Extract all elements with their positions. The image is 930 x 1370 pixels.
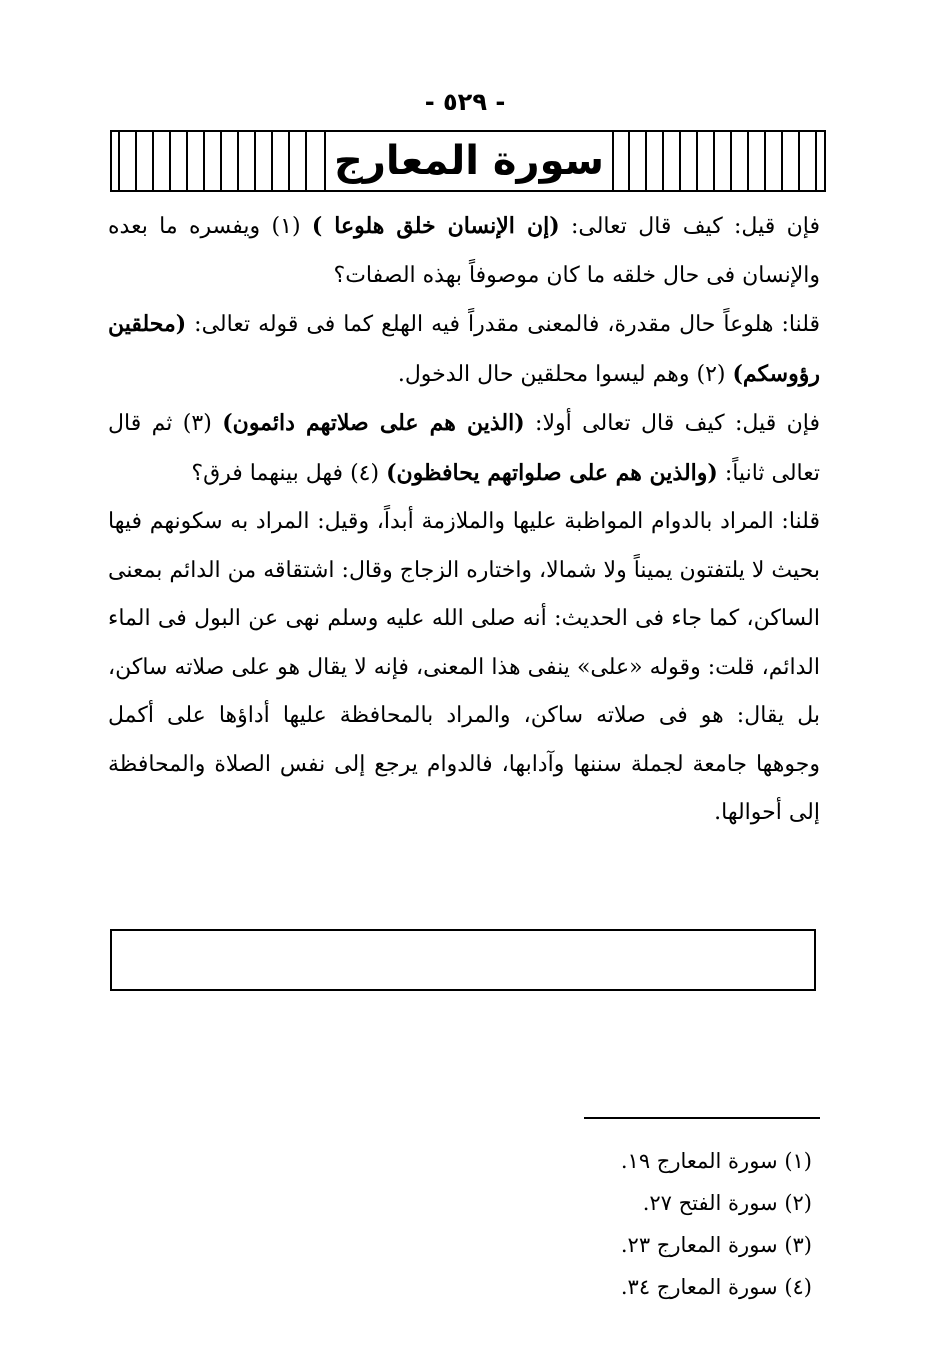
paragraph-1-verse-1: (إن الإنسان خلق هلوعا ): [311, 213, 560, 239]
empty-separator-box: [110, 929, 816, 991]
paragraph-1-text-2: (١) ويفسره ما بعده والإنسان فى حال خلقه ما كان موصوفاً بهذه الصفات؟: [108, 214, 820, 288]
paragraph-3-verse-2: (والذين هم على صلواتهم يحافظون): [386, 459, 718, 486]
paragraph-3-text-2: (٣) ثم قال تعالى ثانياً:: [108, 411, 820, 486]
paragraph-3-text-3: (٤) فهل بينهما فرق؟: [191, 460, 387, 486]
paragraph-1: [108, 202, 820, 300]
footnote-1: (١) سورة المعارج ١٩.: [620, 1149, 812, 1173]
surah-title: سورة المعارج: [324, 132, 614, 190]
banner-stripes-left: [118, 132, 308, 190]
paragraph-3: [108, 399, 820, 498]
paragraph-2-text-2: (٢) وهم ليسوا محلقين حال الدخول.: [397, 361, 733, 387]
footnotes: [500, 1140, 812, 1308]
main-text: [108, 202, 820, 838]
footnote-2: (٢) سورة الفتح ٢٧.: [642, 1191, 812, 1215]
footnote-4: (٤) سورة المعارج ٣٤.: [620, 1275, 812, 1299]
paragraph-4: قلنا: المراد بالدوام المواظبة عليها والملازمة أبداً، وقيل: المراد به سكونهم فيها بحيث لا يلتفتون يميناً ولا شمالا، واختاره الزجاج وقال: اشتقاقه من الدائم بمعنى الساكن، كما جاء فى الحديث: أنه صلى الله عليه وسلم نهى عن البول فى الماء الدائم، قلت: وقوله «على» ينفى هذا المعنى، فإنه لا يقال هو على صلاته ساكن، بل يقال: هو فى صلاته ساكن، والمراد بالمحافظة عليها أداؤها على أكمل وجوهها جامعة لجملة سننها وآدابها، فالدوام يرجع إلى نفس الصلاة والمحافظة إلى أحوالها.: [108, 509, 820, 825]
paragraph-2-verse-1: (محلقين رؤوسكم): [108, 311, 820, 387]
banner-stripes-right: [628, 132, 818, 190]
surah-banner: [110, 130, 826, 192]
page-number: - ٥٢٩ -: [424, 88, 506, 116]
paragraph-2: [108, 300, 820, 399]
paragraph-3-text-1: فإن قيل: كيف قال تعالى أولا:: [524, 411, 821, 436]
paragraph-1-text-1: فإن قيل: كيف قال تعالى:: [559, 214, 820, 239]
paragraph-2-text-1: قلنا: هلوعاً حال مقدرة، فالمعنى مقدراً فيه الهلع كما فى قوله تعالى:: [186, 312, 820, 337]
footnote-divider: [584, 1117, 820, 1119]
footnote-3: (٣) سورة المعارج ٢٣.: [620, 1233, 812, 1257]
paragraph-3-verse-1: (الذين هم على صلاتهم دائمون): [222, 410, 525, 436]
